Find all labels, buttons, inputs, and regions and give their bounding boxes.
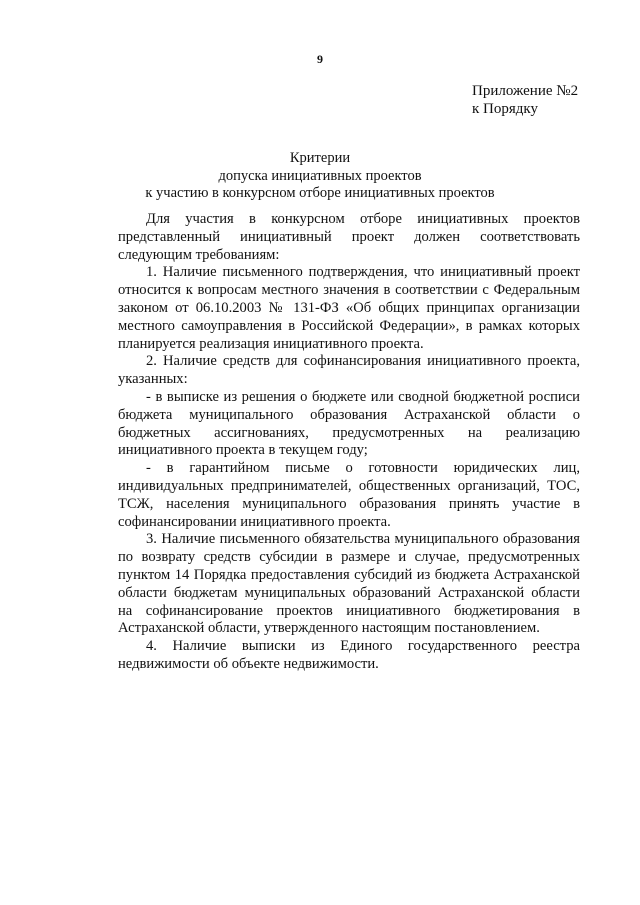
criterion-1-paragraph: 1. Наличие письменного подтверждения, что инициативный проект относится к вопросам местного значения в соответствии с Федеральным законом от 06.10.2003 № 131-ФЗ «Об общих принципах организации местного самоуправления в Российской Федерации», в рамках которых планируется реализация инициативного проекта. <box>118 264 580 352</box>
appendix-reference <box>472 82 578 118</box>
criterion-2-paragraph: 2. Наличие средств для софинансирования инициативного проекта, указанных: <box>118 353 580 388</box>
appendix-line-2: к Порядку <box>472 101 538 117</box>
criterion-2-item-1: - в выписке из решения о бюджете или сводной бюджетной росписи бюджета муниципального образования Астраханской области о бюджетных ассигнованиях, предусмотренных на реализацию инициативного проекта в текущем году; <box>118 388 580 459</box>
page-number: 9 <box>317 52 323 66</box>
criterion-4-paragraph: 4. Наличие выписки из Единого государственного реестра недвижимости об объекте недвижимости. <box>118 638 580 672</box>
document-body <box>118 211 580 674</box>
document-title <box>0 150 640 203</box>
title-line-2: допуска инициативных проектов <box>218 167 422 184</box>
appendix-line-1: Приложение №2 <box>472 83 579 99</box>
title-line-1: Критерии <box>289 150 351 166</box>
intro-paragraph: Для участия в конкурсном отборе инициативных проектов представленный инициативный проект должен соответствовать следующим требованиям: <box>118 211 580 263</box>
criterion-3-paragraph: 3. Наличие письменного обязательства муниципального образования по возврату средств субсидии в размере и случае, предусмотренных пунктом 14 Порядка предоставления субсидий из бюджета Астраханской области бюджетам муниципальных образований Астраханской области на софинансирование проектов инициативного бюджетирования в Астраханской области, утвержденного настоящим постановлением. <box>118 531 580 637</box>
title-line-3: к участию в конкурсном отборе инициативных проектов <box>145 185 495 201</box>
criterion-2-item-2: - в гарантийном письме о готовности юридических лиц, индивидуальных предпринимателей, общественных организаций, ТОС, ТСЖ, населения муниципального образования принять участие в софинансировании инициативного проекта. <box>118 460 580 530</box>
